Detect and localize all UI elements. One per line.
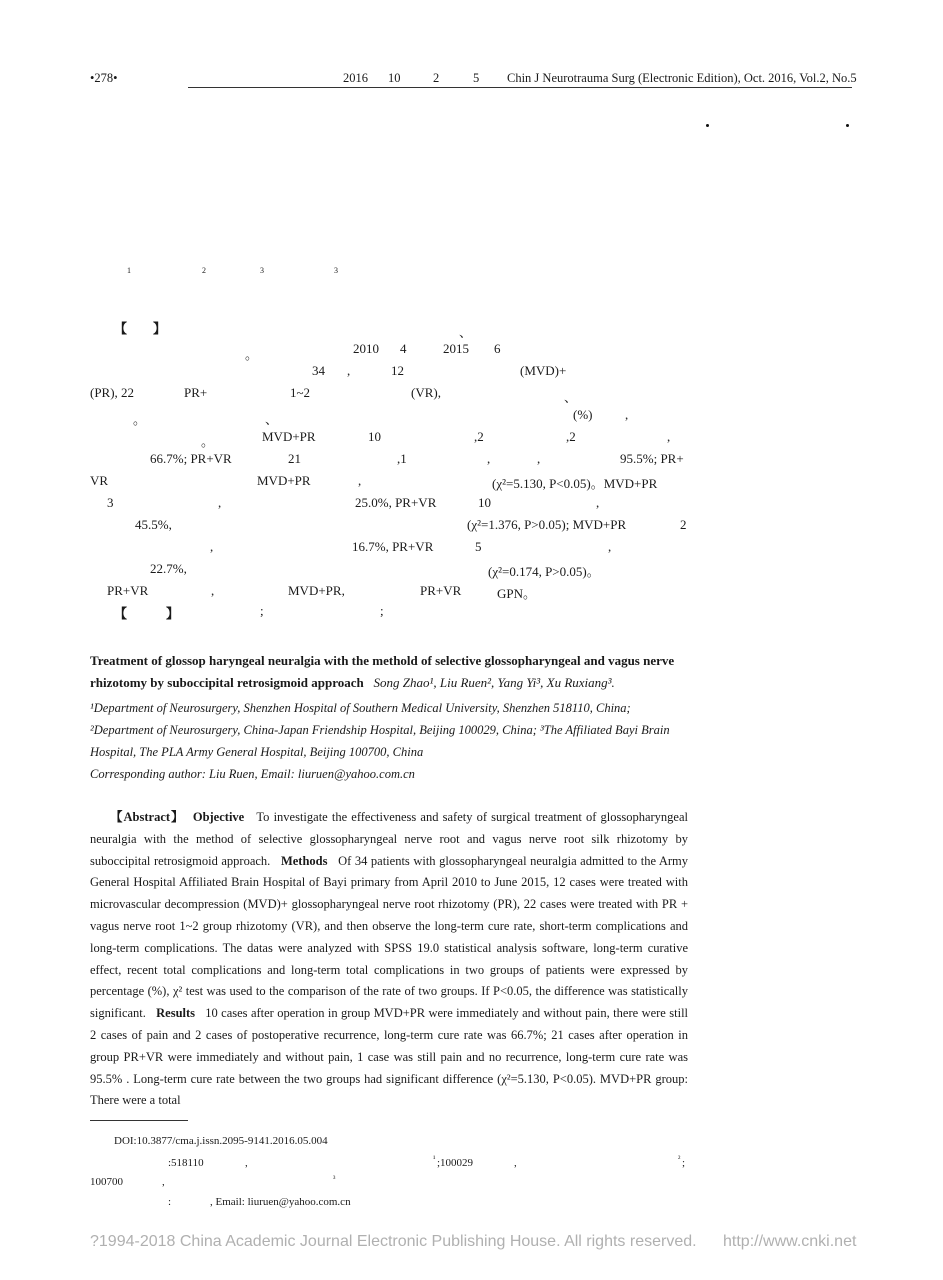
header-issue: 5	[473, 71, 480, 85]
cn-abstract-fragment: 。	[245, 347, 259, 362]
cn-abstract-fragment: 、	[564, 390, 578, 405]
cn-abstract-fragment: (χ²=5.130, P<0.05)。MVD+PR	[492, 476, 658, 491]
cn-abstract-fragment: 16.7%, PR+VR	[352, 539, 434, 554]
cn-abstract-fragment: 34	[312, 363, 325, 378]
bullet-mark	[846, 124, 849, 127]
cn-abstract-fragment: (%)	[573, 407, 593, 422]
cn-abstract-fragment: 、	[265, 412, 279, 427]
cn-abstract-fragment: VR	[90, 473, 109, 488]
cn-abstract-fragment: ,	[537, 451, 541, 466]
cn-abstract-fragment: 10	[368, 429, 381, 444]
cn-abstract-fragment: PR+VR	[420, 583, 462, 598]
cn-abstract-fragment: 3	[107, 495, 114, 510]
footnote-punct: ,	[245, 1157, 248, 1169]
cn-abstract-fragment: ,	[667, 429, 671, 444]
cn-abstract-fragment: 4	[400, 341, 407, 356]
copyright-footer	[90, 1233, 856, 1251]
cn-keywords-separator: ;	[380, 603, 384, 618]
cn-abstract-fragment: ,	[608, 539, 612, 554]
cn-abstract-fragment: 95.5%; PR+	[620, 451, 684, 466]
cn-abstract-fragment: MVD+PR	[257, 473, 311, 488]
cn-abstract-fragment: ,1	[397, 451, 407, 466]
doi: DOI:10.3877/cma.j.issn.2095-9141.2016.05.004	[114, 1135, 328, 1147]
header-year: 2016	[343, 71, 368, 85]
footnote-punct: :	[168, 1196, 172, 1208]
cn-abstract-fragment: MVD+PR	[262, 429, 316, 444]
footnote-punct: ,	[514, 1157, 517, 1169]
cn-abstract-fragment: (χ²=1.376, P>0.05); MVD+PR	[467, 517, 627, 532]
cn-abstract-fragment: ,	[211, 583, 215, 598]
cn-abstract-fragment: 、	[459, 325, 473, 340]
author-affil-mark: 2	[202, 266, 206, 275]
footnote-mark: ²	[678, 1154, 681, 1163]
cn-abstract-fragment: 。	[133, 412, 147, 427]
cn-keywords-separator: ;	[260, 603, 264, 618]
cn-abstract-fragment: ,	[487, 451, 491, 466]
cn-abstract-fragment: ,	[358, 473, 362, 488]
cn-abstract-fragment: (VR),	[411, 385, 441, 400]
cnki-url: http://www.cnki.net	[723, 1233, 857, 1250]
cn-abstract-fragment: 45.5%,	[135, 517, 172, 532]
cn-abstract-fragment: GPN。	[497, 586, 537, 601]
objective-text: To investigate the effectiveness and safety of surgical treatment of glossopharyngeal neuralgia with the method of selective glossopharyngeal nerve root and vagus nerve root silk rhizotomy by suboccipital retrosigmoid approach.	[90, 810, 689, 868]
cn-abstract-fragment: ,	[596, 495, 600, 510]
cn-abstract-fragment: 6	[494, 341, 501, 356]
cn-abstract-fragment: (PR), 22	[90, 385, 135, 400]
cn-abstract-fragment: MVD+PR,	[288, 583, 345, 598]
cn-abstract-fragment: 2010	[353, 341, 379, 356]
cn-abstract-fragment: ,2	[566, 429, 576, 444]
english-title: Treatment of glossop haryngeal neuralgia with the methold of selective glossopharyngeal and vagus nerve rhizotomy by suboccipital retrosigmoid approach	[90, 653, 675, 690]
cn-abstract-fragment: ,	[218, 495, 222, 510]
cn-abstract-fragment: (MVD)+	[520, 363, 567, 378]
cn-abstract-fragment: (χ²=0.174, P>0.05)。	[488, 564, 600, 579]
journal-title: Chin J Neurotrauma Surg (Electronic Edition), Oct. 2016, Vol.2, No.5	[507, 71, 857, 85]
results-text: 10 cases after operation in group MVD+PR were immediately and without pain, there were still 2 cases of pain and 2 cases of postoperative recurrence, long-term cure rate was 66.7%; 21 cases after operation in group PR+VR were immediately and without pain, 1 case was still pain and no recurrence, long-term cure rate was 95.5% . Long-term cure rate between the two groups had significant difference (χ²=5.130, P<0.05). MVD+PR group: There were a total	[90, 1006, 689, 1108]
cn-abstract-fragment: 22.7%,	[150, 561, 187, 576]
cn-abstract-fragment: PR+VR	[107, 583, 149, 598]
cn-abstract-fragment: ,	[210, 539, 214, 554]
author-affil-mark: 3	[260, 266, 264, 275]
header-month: 10	[388, 71, 401, 85]
cn-abstract-fragment: 12	[391, 363, 404, 378]
author-affil-mark: 3	[334, 266, 338, 275]
footnote-zip: :518110	[168, 1157, 204, 1169]
cn-abstract-label: 【 】	[114, 321, 167, 336]
cn-abstract-fragment: ,	[347, 363, 351, 378]
copyright-text: ?1994-2018 China Academic Journal Electronic Publishing House. All rights reserved.	[90, 1233, 697, 1250]
cn-keywords-label: 【 】	[114, 606, 180, 621]
cn-abstract-fragment: 25.0%, PR+VR	[355, 495, 437, 510]
cn-abstract-fragment: PR+	[184, 385, 208, 400]
header-rule	[188, 87, 852, 88]
methods-label: Methods	[280, 853, 328, 868]
footnote-punct: ;	[682, 1157, 686, 1169]
affiliations-block	[90, 697, 690, 785]
english-authors: Song Zhao¹, Liu Ruen², Yang Yi³, Xu Ruxiang³.	[373, 675, 615, 690]
cn-abstract-fragment: 2015	[443, 341, 469, 356]
corresponding-email: , Email: liuruen@yahoo.com.cn	[210, 1196, 351, 1208]
author-affil-mark: 1	[127, 266, 131, 275]
cn-abstract-fragment: ,	[625, 407, 629, 422]
page-number: •278•	[90, 71, 118, 85]
cn-abstract-fragment: 1~2	[290, 385, 311, 400]
results-label: Results	[156, 1006, 196, 1021]
english-abstract	[90, 807, 688, 1112]
affiliations: ¹Department of Neurosurgery, Shenzhen Hospital of Southern Medical University, Shenzhen 518110, China; ²Department of Neurosurgery, China-Japan Friendship Hospital, Beijing 100029, China; ³The Affiliated Bayi Brain Hospital, The PLA Army General Hospital, Beijing 100700, China	[90, 701, 670, 759]
footnote-zip: 100700	[90, 1176, 123, 1188]
objective-label: Objective	[192, 810, 245, 824]
footnote-mark: ¹	[433, 1154, 436, 1163]
footnote-mark: ³	[333, 1174, 336, 1183]
corresponding-author: Corresponding author: Liu Ruen, Email: liuruen@yahoo.com.cn	[90, 767, 415, 781]
footnote-rule	[90, 1120, 188, 1121]
cn-abstract-fragment: 2	[680, 517, 687, 532]
bullet-mark	[706, 124, 709, 127]
cn-abstract-fragment: 21	[288, 451, 301, 466]
cn-abstract-fragment: 66.7%; PR+VR	[150, 451, 232, 466]
footnote-zip: ;100029	[437, 1157, 474, 1169]
footnote-punct: ,	[162, 1176, 165, 1188]
cn-abstract-fragment: 。	[201, 434, 215, 449]
methods-text: Of 34 patients with glossopharyngeal neuralgia admitted to the Army General Hospital Affiliated Brain Hospital of Bayi primary from April 2010 to June 2015, 12 cases were treated with microvascular decompression (MVD)+ glossopharyngeal nerve root rhizotomy (PR), 22 cases were treated with PR + vagus nerve root 1~2 group rhizotomy (VR), and then observe the long-term cure rate, short-term complications and long-term complications. The datas were analyzed with SPSS 19.0 statistical analysis software, long-term curative effect, recent total complications and long-term total complications in two groups of patients were expressed by percentage (%), χ² test was used to the comparison of the rate of two groups. If P<0.05, the difference was statistically significant.	[90, 853, 689, 1021]
english-title-block	[90, 650, 690, 694]
cn-abstract-fragment: 10	[478, 495, 491, 510]
cn-abstract-fragment: 5	[475, 539, 482, 554]
abstract-label: 【Abstract】	[110, 810, 185, 824]
header-volume: 2	[433, 71, 440, 85]
cn-abstract-fragment: ,2	[474, 429, 484, 444]
